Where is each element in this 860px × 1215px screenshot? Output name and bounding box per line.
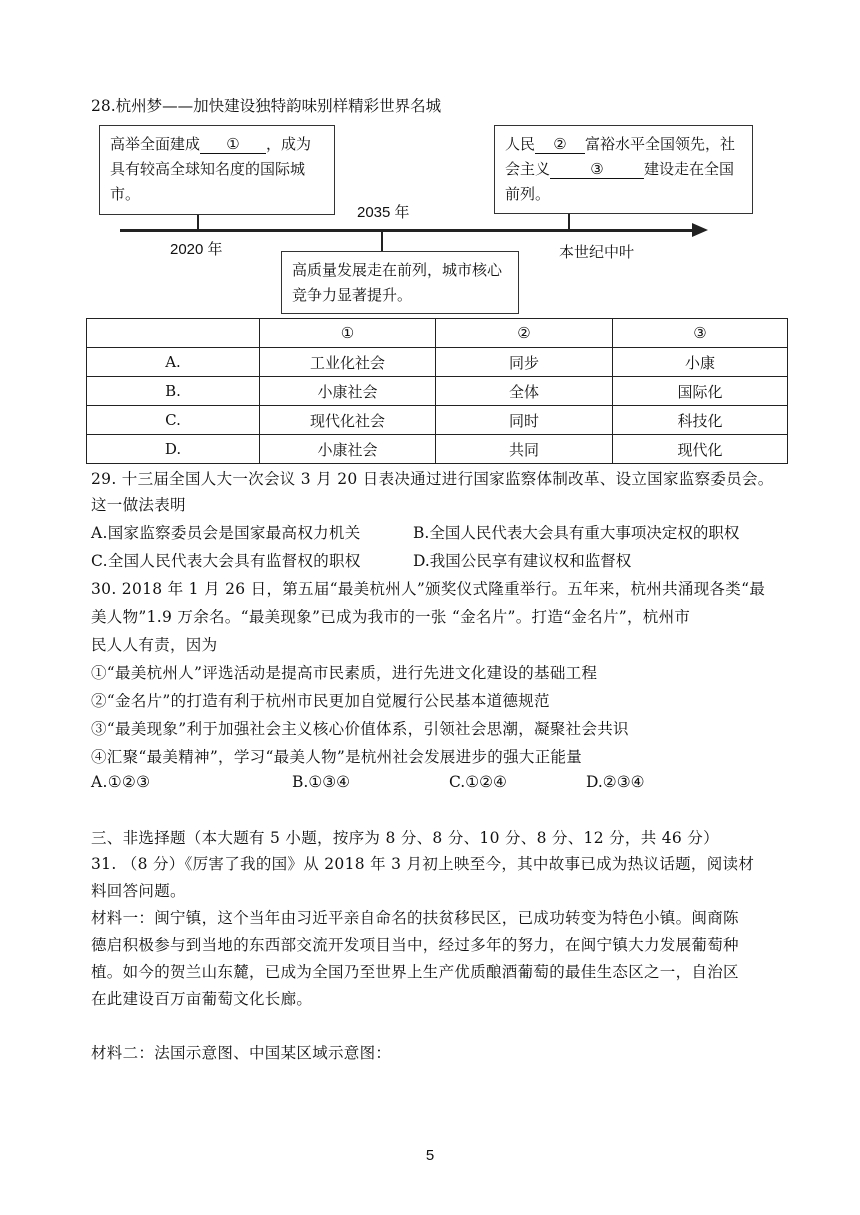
q30-option-b: B.①③④ xyxy=(292,773,351,791)
blank-2: ② xyxy=(535,135,585,154)
blank-3: ③ xyxy=(550,160,644,179)
label-2020: 2020 年 xyxy=(170,241,223,258)
q31-stem-line2: 料回答问题。 xyxy=(91,882,186,900)
table-cell: C. xyxy=(87,406,260,435)
table-cell: 共同 xyxy=(436,435,613,464)
q30-statement-1: ①“最美杭州人”评选活动是提高市民素质，进行先进文化建设的基础工程 xyxy=(91,664,598,682)
table-row xyxy=(87,435,788,464)
timeline-box-2020 xyxy=(99,125,335,215)
table-cell: B. xyxy=(87,377,260,406)
box-future-text-post: 建设走在全国前列。 xyxy=(505,160,735,203)
q29-option-b: B.全国人民代表大会具有重大事项决定权的职权 xyxy=(413,524,740,542)
table-cell: 科技化 xyxy=(613,406,788,435)
q31-stem-line1: 31. （8 分）《厉害了我的国》从 2018 年 3 月初上映至今，其中故事已成为热议话题，阅读材 xyxy=(91,855,755,873)
table-header-row xyxy=(87,319,788,348)
q30-statement-2: ②“金名片”的打造有利于杭州市民更加自觉履行公民基本道德规范 xyxy=(91,692,550,710)
table-cell: 小康社会 xyxy=(260,377,436,406)
box-2020-text-post: ，成为具有较高全球知名度的国际城市。 xyxy=(110,135,312,203)
q30-stem-line1: 30. 2018 年 1 月 26 日，第五届“最美杭州人”颁奖仪式隆重举行。五年来，杭州共涌现各类“最 xyxy=(91,580,766,598)
timeline-box-2035 xyxy=(281,251,519,314)
table-cell: 全体 xyxy=(436,377,613,406)
table-cell: 现代化社会 xyxy=(260,406,436,435)
q29-stem-line1: 29. 十三届全国人大一次会议 3 月 20 日表决通过进行国家监察体制改革、设立国家监察委员会。 xyxy=(91,470,774,488)
table-cell: 同时 xyxy=(436,406,613,435)
table-header-cell: ② xyxy=(436,319,613,348)
table-row xyxy=(87,406,788,435)
q29-stem-line2: 这一做法表明 xyxy=(91,496,186,514)
table-cell: 同步 xyxy=(436,348,613,377)
table-cell: 国际化 xyxy=(613,377,788,406)
table-cell: 小康社会 xyxy=(260,435,436,464)
q28-options-table xyxy=(86,318,788,464)
q29-option-a: A.国家监察委员会是国家最高权力机关 xyxy=(91,524,361,542)
q31-material1-line1: 材料一：闽宁镇，这个当年由习近平亲自命名的扶贫移民区，已成功转变为特色小镇。闽商陈 xyxy=(91,909,739,927)
table-row xyxy=(87,377,788,406)
q29-option-d: D.我国公民享有建议权和监督权 xyxy=(413,552,632,570)
tick-2035 xyxy=(381,231,383,251)
table-cell: A. xyxy=(87,348,260,377)
table-cell: 工业化社会 xyxy=(260,348,436,377)
page-number: 5 xyxy=(425,1147,435,1164)
q31-material1-line4: 在此建设百万亩葡萄文化长廊。 xyxy=(91,990,313,1008)
q30-stem-line3: 民人人有责，因为 xyxy=(91,636,218,654)
q30-option-c: C.①②④ xyxy=(449,773,507,791)
q28-title: 28.杭州梦——加快建设独特韵味别样精彩世界名城 xyxy=(91,97,442,115)
q30-option-a: A.①②③ xyxy=(91,773,151,791)
timeline-arrow-icon xyxy=(692,223,708,237)
q30-option-d: D.②③④ xyxy=(586,773,645,791)
blank-1: ① xyxy=(200,135,266,154)
box-2020-text-pre: 高举全面建成 xyxy=(110,135,201,153)
timeline-box-future xyxy=(494,125,753,214)
q31-material1-line3: 植。如今的贺兰山东麓，已成为全国乃至世界上生产优质酿酒葡萄的最佳生态区之一，自治区 xyxy=(91,963,739,981)
section3-heading: 三、非选择题（本大题有 5 小题，按序为 8 分、8 分、10 分、8 分、12 分，共 46 分） xyxy=(91,829,719,847)
q31-material2: 材料二：法国示意图、中国某区域示意图： xyxy=(91,1044,392,1062)
q30-statement-4: ④汇聚“最美精神”，学习“最美人物”是杭州社会发展进步的强大正能量 xyxy=(91,748,583,766)
q31-material1-line2: 德启积极参与到当地的东西部交流开发项目当中，经过多年的努力，在闽宁镇大力发展葡萄种 xyxy=(91,936,739,954)
box-2035-text: 高质量发展走在前列，城市核心竞争力显著提升。 xyxy=(292,261,503,304)
table-row xyxy=(87,348,788,377)
label-2035: 2035 年 xyxy=(357,204,410,221)
label-future: 本世纪中叶 xyxy=(559,243,635,261)
table-header-cell: ③ xyxy=(613,319,788,348)
q30-statement-3: ③“最美现象”利于加强社会主义核心价值体系，引领社会思潮，凝聚社会共识 xyxy=(91,720,629,738)
timeline-axis xyxy=(120,229,698,232)
table-cell: D. xyxy=(87,435,260,464)
table-cell: 现代化 xyxy=(613,435,788,464)
box-future-text-mid: 富裕水平全国领先，社会主义 xyxy=(505,135,736,178)
q29-option-c: C.全国人民代表大会具有监督权的职权 xyxy=(91,552,361,570)
table-header-cell xyxy=(87,319,260,348)
table-header-cell: ① xyxy=(260,319,436,348)
table-cell: 小康 xyxy=(613,348,788,377)
q30-stem-line2: 美人物”1.9 万余名。“最美现象”已成为我市的一张 “金名片”。打造“金名片”，杭州市 xyxy=(91,608,691,626)
box-future-text-pre: 人民 xyxy=(505,135,536,153)
